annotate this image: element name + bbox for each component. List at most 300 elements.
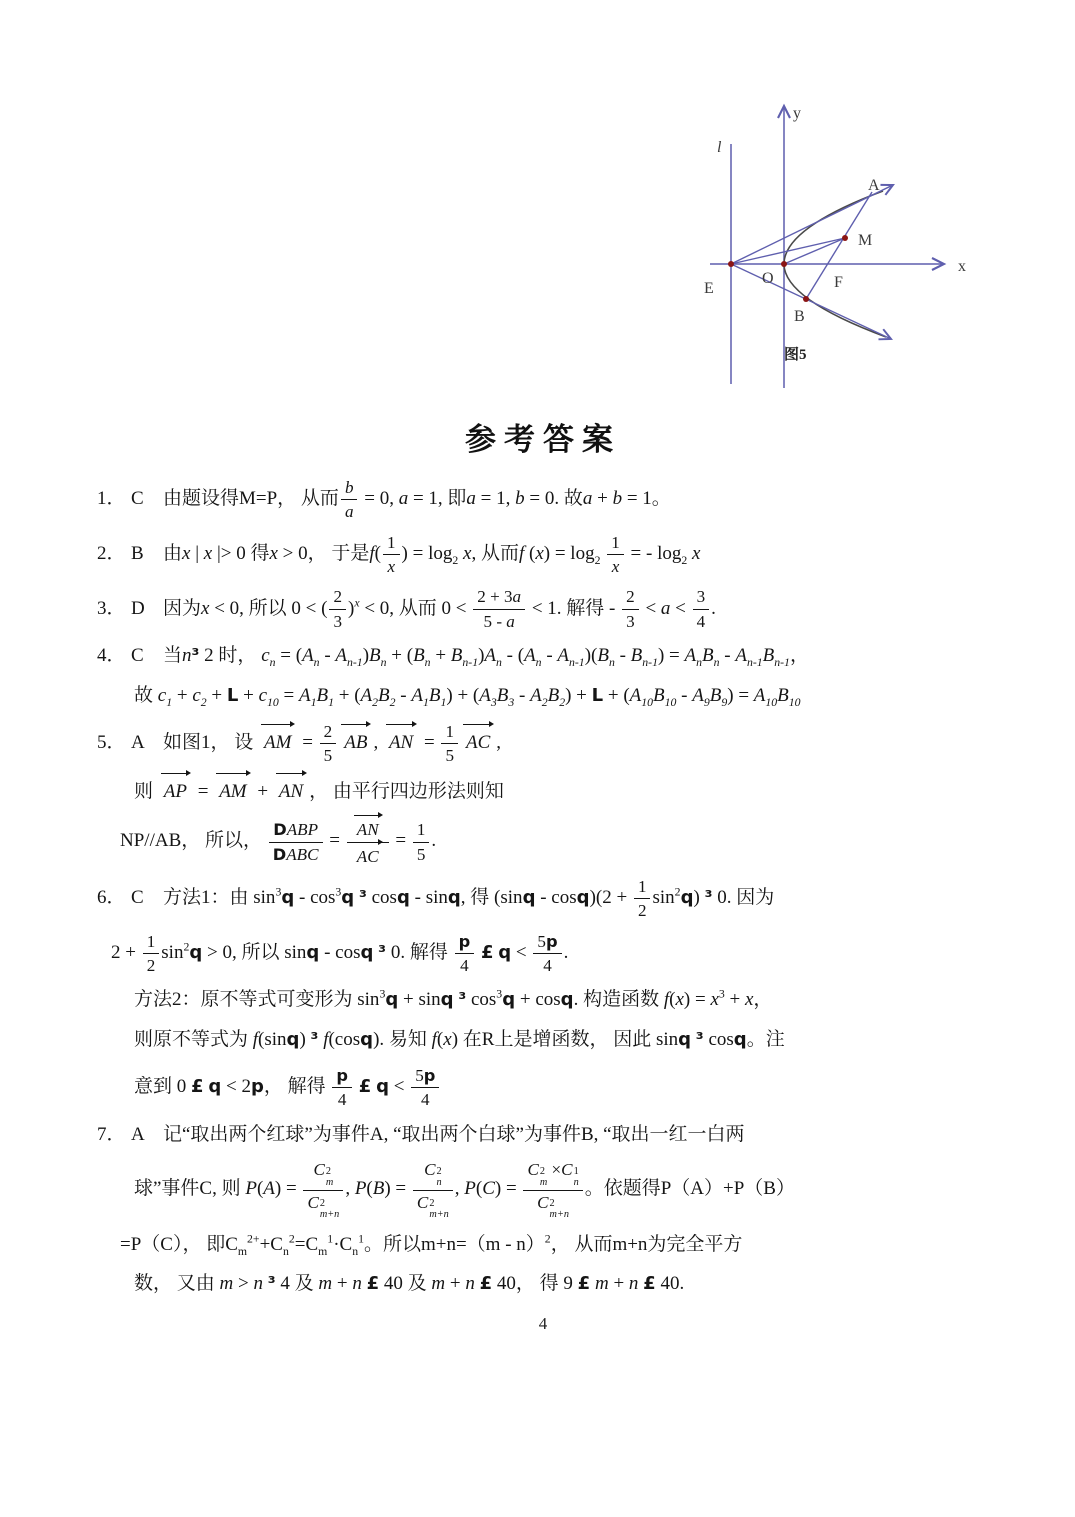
seg-t: <	[511, 941, 532, 963]
seg-f	[531, 931, 563, 977]
segment-E-M	[731, 238, 845, 264]
seg-t: ) =	[727, 684, 754, 706]
seg-y: q	[189, 941, 203, 963]
seg-t: 4	[696, 611, 706, 631]
seg-y: ³	[310, 1029, 319, 1051]
answer-text	[163, 478, 671, 522]
answer-letter: C	[131, 645, 144, 667]
seg-i: x	[535, 542, 544, 564]
seg-f	[141, 931, 162, 977]
seg-i: n	[465, 1273, 475, 1295]
label-B: B	[794, 308, 805, 325]
answer-number: 4．	[97, 645, 126, 667]
seg-t: +	[724, 989, 745, 1011]
seg-t: = 0. 故	[524, 488, 583, 510]
seg-b: m	[237, 1244, 248, 1258]
seg-i: a	[660, 597, 671, 619]
seg-t: +	[592, 488, 613, 510]
answer-text	[163, 721, 502, 766]
seg-i: x	[201, 597, 210, 619]
seg-i: P	[245, 1178, 257, 1200]
seg-t: 4	[543, 955, 552, 975]
answer-text	[134, 1273, 684, 1294]
seg-t: 意到 0	[134, 1076, 192, 1098]
answers-section	[97, 414, 989, 1334]
seg-is: $A_n$	[524, 645, 542, 669]
seg-y: q	[396, 887, 410, 909]
seg-t: 则	[134, 781, 158, 803]
seg-i: ABP	[286, 820, 319, 840]
seg-y: q	[576, 887, 590, 909]
seg-t: (	[436, 1029, 444, 1051]
seg-is: $A_n$	[684, 645, 703, 669]
label-A: A	[868, 177, 880, 194]
seg-f	[327, 586, 348, 632]
seg-i: b	[344, 478, 354, 497]
answer-letter: A	[131, 1123, 145, 1145]
seg-p: 2	[183, 940, 190, 954]
seg-f	[632, 876, 653, 922]
seg-b: 2	[681, 553, 688, 567]
seg-t: +	[252, 781, 273, 803]
seg-t: ,	[496, 731, 502, 753]
seg-t: = 1, 即	[408, 488, 467, 510]
seg-i: B	[372, 1178, 385, 1200]
seg-p: 2+	[247, 1232, 260, 1246]
seg-y: ³	[191, 645, 200, 667]
seg-i: m	[318, 1273, 333, 1295]
seg-t: +	[445, 1273, 466, 1295]
seg-t: 5 -	[483, 611, 507, 631]
seg-ss: C 1 n	[561, 1160, 579, 1188]
answer-line-first	[97, 721, 989, 767]
answer-number: 7．	[97, 1123, 126, 1145]
seg-f	[439, 721, 460, 767]
seg-t: 2 + 3	[477, 587, 513, 607]
seg-y: q	[281, 887, 295, 909]
seg-is: $B_2$	[378, 684, 396, 709]
seg-t: 4	[460, 955, 469, 975]
seg-t: - cos	[294, 887, 336, 909]
seg-p: 2	[288, 1232, 295, 1246]
seg-t: 5	[416, 844, 426, 864]
seg-v: AB	[341, 728, 370, 759]
answer-text	[111, 931, 569, 975]
seg-y: £	[358, 1076, 372, 1098]
answer-line	[134, 681, 989, 712]
seg-t: 2 时，	[199, 645, 262, 667]
figure-parabola-diagram	[648, 92, 993, 397]
answer-line-first	[97, 876, 989, 922]
seg-i: n	[352, 1273, 362, 1295]
seg-is: $B_{n-1}$	[450, 645, 479, 669]
answer-text	[134, 1160, 795, 1220]
seg-i: n	[182, 645, 192, 667]
seg-i: x	[182, 542, 191, 564]
seg-y: £	[366, 1273, 380, 1295]
seg-t: ) 在R上是增函数， 因此 sin	[451, 1029, 679, 1051]
answer-line	[134, 1065, 989, 1111]
seg-p: 1	[358, 1232, 364, 1246]
seg-y: p	[423, 1065, 436, 1085]
answer-text	[163, 1124, 745, 1145]
seg-p: 3	[275, 885, 282, 899]
seg-y: q	[360, 941, 374, 963]
seg-is: $A_3$	[479, 684, 497, 709]
seg-t: (sin	[258, 1029, 287, 1051]
seg-ss: C 2 m	[527, 1160, 548, 1188]
seg-f	[301, 1159, 345, 1220]
seg-t: 40， 得 9	[492, 1273, 578, 1295]
seg-is: $B_1$	[428, 684, 447, 709]
seg-t: 2 +	[111, 941, 141, 963]
seg-t: = 1。	[622, 488, 671, 510]
seg-t: 1	[416, 820, 426, 840]
seg-t: =C	[294, 1233, 319, 1255]
point-E	[728, 261, 734, 267]
seg-y: ³	[267, 1273, 276, 1295]
seg-i: a	[512, 587, 522, 607]
seg-y: ³	[358, 887, 367, 909]
seg-t: ， 从而m+n为完全平方	[550, 1233, 743, 1255]
seg-f	[605, 532, 626, 578]
seg-t: -	[614, 645, 631, 667]
answer-letter: A	[131, 731, 145, 753]
seg-ss: C 2 m	[313, 1160, 334, 1188]
seg-t: ， 解得	[263, 1076, 331, 1098]
seg-y: ³	[378, 941, 387, 963]
seg-i: x	[675, 989, 684, 1011]
answer-line	[120, 817, 989, 867]
seg-t: 4 及	[275, 1273, 319, 1295]
answer-item	[97, 721, 989, 867]
answer-line	[134, 1025, 989, 1056]
seg-t: 0. 因为	[712, 887, 775, 909]
answer-number: 5．	[97, 731, 126, 753]
seg-t: ) =	[683, 989, 711, 1011]
seg-ss: C 2 m+n	[307, 1192, 340, 1220]
seg-y: £	[479, 1273, 493, 1295]
seg-i: x	[744, 989, 754, 1011]
seg-y: q	[376, 1076, 389, 1098]
seg-y: p	[545, 931, 558, 951]
answer-line	[134, 775, 989, 808]
seg-p: 2	[674, 885, 681, 899]
seg-t: -	[319, 645, 336, 667]
seg-y: q	[733, 1029, 747, 1051]
seg-is: $c_{10}$	[258, 684, 279, 709]
seg-i: P	[354, 1178, 367, 1200]
seg-f	[521, 1159, 584, 1220]
answer-text	[163, 876, 775, 921]
seg-f	[318, 721, 339, 767]
seg-t: >	[233, 1273, 254, 1295]
seg-t: 1	[445, 721, 454, 741]
seg-v: AM	[261, 728, 294, 759]
seg-t: )	[299, 1029, 311, 1051]
seg-t: =	[192, 781, 214, 803]
seg-t: ) = log	[401, 542, 453, 564]
seg-t: 方法2：原不等式可变形为 sin	[134, 989, 380, 1011]
seg-t: 5	[445, 746, 454, 766]
seg-y: £	[577, 1273, 591, 1295]
seg-i: b	[612, 488, 623, 510]
seg-t: ,	[373, 731, 383, 753]
point-M	[842, 235, 848, 241]
seg-y: £	[643, 1273, 656, 1295]
seg-v: AN	[354, 819, 382, 840]
seg-is: $A_{n-1}$	[335, 645, 363, 669]
seg-t: 。所以m+n=（m - n）	[363, 1233, 545, 1255]
seg-is: $B_n$	[702, 645, 720, 669]
seg-i: x	[692, 542, 701, 564]
seg-i: f	[663, 989, 670, 1011]
seg-t: ) +	[565, 684, 592, 706]
seg-v: AN	[276, 777, 306, 808]
seg-t: 当	[163, 645, 183, 667]
seg-i: x	[443, 1029, 452, 1051]
seg-t: ，	[753, 989, 773, 1011]
seg-t: 3	[626, 611, 635, 631]
seg-p: 3	[379, 988, 386, 1001]
seg-f	[471, 586, 527, 632]
seg-is: $A_{10}$	[629, 684, 654, 709]
seg-i: x	[611, 557, 620, 577]
seg-t: .	[431, 830, 437, 852]
seg-t: > 0, 所以 sin	[202, 941, 307, 963]
seg-is: $B_{n-1}$	[762, 645, 790, 669]
seg-t: +C	[259, 1233, 283, 1255]
label-E: E	[704, 280, 714, 297]
seg-t: +	[172, 684, 193, 706]
seg-t: NP//AB， 所以，	[120, 830, 267, 852]
seg-i: ABC	[286, 844, 319, 864]
seg-t: cos	[466, 989, 497, 1011]
answer-number: 3．	[97, 597, 126, 619]
seg-y: £	[191, 1076, 204, 1098]
answer-line-first	[97, 1120, 989, 1151]
seg-is: $A_2$	[360, 684, 379, 709]
answer-item	[97, 641, 989, 712]
seg-t: |> 0 得	[212, 542, 270, 564]
answer-text	[163, 587, 716, 631]
seg-t: (	[475, 1178, 483, 1200]
seg-t: 4	[421, 1090, 430, 1110]
seg-t: ) =	[657, 645, 685, 667]
seg-t: = (	[275, 645, 303, 667]
seg-y: ³	[695, 1029, 704, 1051]
seg-y: q	[341, 887, 355, 909]
seg-t: .	[563, 941, 569, 963]
seg-t: ) + (	[446, 684, 480, 706]
point-B	[803, 296, 809, 302]
answer-line	[120, 1230, 989, 1261]
seg-y: q	[680, 887, 694, 909]
seg-t: |	[190, 542, 204, 564]
answer-number: 2．	[97, 542, 126, 564]
seg-f	[411, 819, 432, 865]
seg-t: =	[297, 731, 318, 753]
seg-f	[267, 819, 325, 865]
seg-p: 3	[718, 988, 725, 1001]
seg-t: +	[238, 684, 259, 706]
seg-t: 4	[337, 1090, 347, 1110]
answer-item	[97, 876, 989, 1111]
seg-t: <	[388, 1076, 410, 1098]
seg-is: $B_{n-1}$	[630, 645, 658, 669]
answer-line	[134, 985, 989, 1016]
seg-t: -	[514, 684, 531, 706]
seg-y: ³	[704, 887, 713, 909]
seg-t: ×	[547, 1160, 562, 1180]
seg-is: $B_{10}$	[777, 684, 801, 709]
answer-item	[97, 532, 989, 578]
seg-t: (	[669, 989, 676, 1011]
seg-y: q	[360, 1029, 374, 1051]
seg-t: -	[719, 645, 736, 667]
seg-t: 如图1， 设	[163, 731, 259, 753]
seg-t: 记“取出两个红球”为事件A, “取出两个白球”为事件B, “取出一红一白两	[163, 1123, 745, 1145]
seg-b: n	[352, 1244, 359, 1258]
seg-i: x	[710, 989, 719, 1011]
seg-is: $c_2$	[192, 684, 207, 709]
answer-text	[163, 532, 701, 577]
seg-y: D	[272, 844, 287, 864]
seg-i: m	[431, 1273, 446, 1295]
seg-is: $B_1$	[316, 684, 334, 709]
seg-t: = 0,	[359, 488, 399, 510]
answer-text	[134, 1065, 441, 1110]
seg-t: 2	[323, 721, 333, 741]
seg-t: +	[206, 684, 227, 706]
seg-ss: C 2 m+n	[416, 1192, 449, 1220]
answer-item	[97, 586, 989, 632]
label-O: O	[762, 270, 774, 287]
seg-t: 1	[637, 876, 647, 896]
page-title: 参考答案	[465, 422, 621, 457]
seg-is: $B_n$	[597, 645, 615, 669]
seg-t: 5	[415, 1065, 424, 1085]
label-M: M	[858, 232, 873, 249]
seg-t: , 得 (sin	[460, 887, 523, 909]
seg-i: a	[466, 488, 476, 510]
seg-y: L	[226, 684, 239, 706]
seg-t: ，	[789, 645, 809, 667]
seg-t: +	[608, 1273, 629, 1295]
seg-i: f	[518, 542, 525, 564]
seg-t: < 0, 所以 0 < (	[209, 597, 328, 619]
seg-is: $A_n$	[302, 645, 320, 669]
seg-is: $A_9$	[692, 684, 710, 709]
seg-i: A	[263, 1178, 275, 1200]
seg-y: q	[385, 989, 399, 1011]
seg-y: ³	[458, 989, 467, 1011]
seg-y: q	[306, 941, 320, 963]
seg-t: - (	[501, 645, 525, 667]
seg-t: 数， 又由	[134, 1273, 220, 1295]
seg-t: + sin	[398, 989, 441, 1011]
seg-i: a	[398, 488, 409, 510]
answer-number: 6．	[97, 887, 126, 909]
seg-t: ,	[345, 1178, 355, 1200]
seg-p: 3	[496, 988, 503, 1001]
seg-t: sin	[652, 887, 675, 909]
seg-t: = - log	[625, 542, 682, 564]
seg-t: +	[430, 645, 451, 667]
seg-is: $A_{n-1}$	[735, 645, 763, 669]
seg-t: ). 易知	[373, 1029, 432, 1051]
ray-E-B	[731, 264, 891, 339]
seg-i: n	[253, 1273, 263, 1295]
seg-t: .	[711, 597, 716, 619]
seg-t: ,	[454, 1178, 465, 1200]
answer-text	[134, 781, 504, 802]
seg-y: q	[286, 1029, 300, 1051]
seg-is: $A_2$	[530, 684, 548, 709]
seg-t: cos	[703, 1029, 734, 1051]
seg-f	[339, 477, 360, 523]
label-y-axis: y	[793, 105, 801, 122]
seg-y: p	[458, 931, 471, 951]
seg-b: m	[318, 1244, 328, 1258]
seg-f	[330, 1065, 354, 1111]
seg-t: 40.	[655, 1273, 685, 1295]
answer-line-first	[97, 477, 989, 523]
seg-t: 1	[611, 532, 620, 552]
seg-t: +	[332, 1273, 353, 1295]
answer-number: 1．	[97, 488, 126, 510]
seg-is: $B_3$	[496, 684, 515, 709]
seg-t: 球”事件C, 则	[134, 1178, 246, 1200]
seg-t: 3	[333, 611, 343, 631]
seg-t: 2	[626, 587, 635, 607]
seg-t: =	[324, 830, 345, 852]
seg-i: a	[506, 611, 515, 631]
seg-i: m	[219, 1273, 234, 1295]
seg-b: 2	[594, 553, 601, 567]
seg-i: f	[431, 1029, 437, 1051]
seg-i: f	[323, 1029, 329, 1051]
seg-f	[409, 1065, 441, 1111]
seg-t: =P（C）， 即C	[120, 1233, 238, 1255]
seg-is: $A_1$	[411, 684, 429, 709]
seg-y: q	[208, 1076, 222, 1098]
seg-t: (	[366, 1178, 373, 1200]
seg-y: L	[591, 684, 604, 706]
seg-t: )(	[584, 645, 598, 667]
answer-line	[134, 1159, 989, 1220]
seg-f	[411, 1159, 455, 1220]
answer-text	[134, 989, 772, 1010]
figure-caption: 图5	[784, 347, 807, 363]
answer-line	[134, 1269, 989, 1300]
seg-t: )	[478, 645, 485, 667]
answer-letter: C	[131, 488, 144, 510]
seg-t: -	[676, 684, 693, 706]
seg-i: x	[269, 542, 278, 564]
answer-line-first	[97, 586, 989, 632]
seg-v: AN	[386, 728, 416, 759]
seg-is: $c_1$	[157, 684, 173, 709]
seg-t: )	[348, 597, 355, 619]
seg-i: m	[594, 1273, 609, 1295]
seg-is: $c_n$	[261, 645, 276, 669]
seg-t: 5	[537, 931, 546, 951]
seg-f	[345, 817, 391, 867]
seg-t: -	[541, 645, 558, 667]
seg-is: $A_{n-1}$	[557, 645, 585, 669]
answer-text	[163, 645, 809, 669]
